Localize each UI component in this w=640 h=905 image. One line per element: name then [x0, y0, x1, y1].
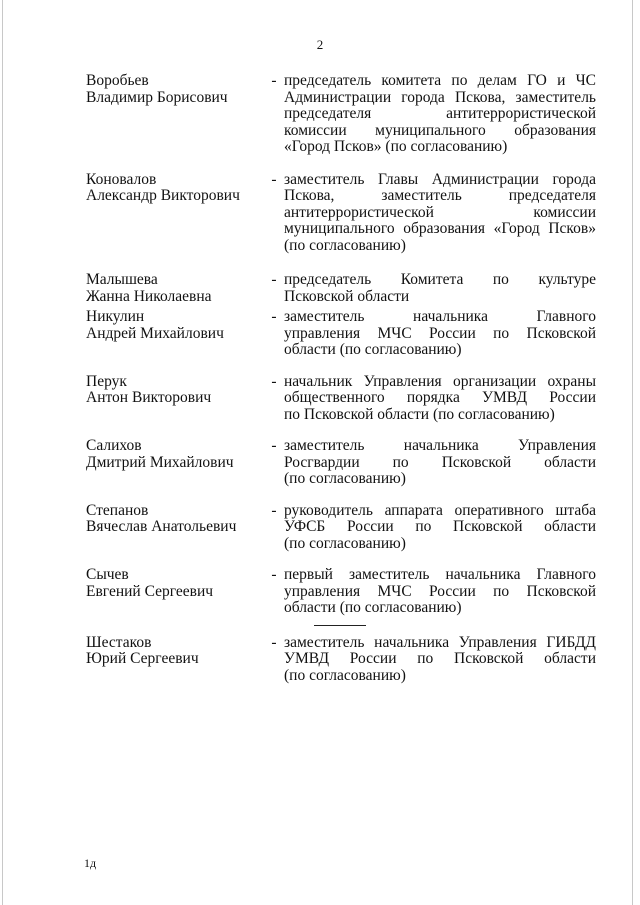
member-surname: Малышева: [86, 271, 158, 288]
position-line: области (по согласованию): [284, 341, 462, 358]
member-position: [284, 503, 596, 553]
member-name: [86, 73, 264, 106]
member-entry: [86, 272, 606, 305]
page-number: 2: [316, 37, 324, 52]
position-line: антитеррористической комиссии: [284, 203, 596, 221]
position-line: (по согласованию): [284, 534, 406, 552]
position-line: заместитель начальника Управления: [284, 437, 596, 454]
entry-dash: -: [271, 72, 277, 89]
position-line: комиссии муниципального образования: [284, 121, 596, 139]
member-name: [86, 272, 264, 305]
member-position: [284, 309, 596, 359]
member-surname: Салихов: [86, 437, 142, 454]
position-line: Псковской области: [284, 287, 410, 305]
position-line: муниципального образования «Город Псков»: [284, 220, 596, 237]
member-given-names: Антон Викторович: [86, 389, 212, 406]
member-given-names: Дмитрий Михайлович: [86, 453, 234, 471]
member-name: [86, 503, 264, 536]
entry-dash: -: [271, 566, 277, 583]
position-line: (по согласованию): [284, 470, 406, 487]
position-line: (по согласованию): [284, 236, 406, 254]
position-line: начальник Управления организации охраны: [284, 372, 596, 390]
entry-dash: -: [271, 372, 277, 390]
position-line: руководитель аппарата оперативного штаба: [284, 501, 596, 519]
position-line: председатель комитета по делам ГО и ЧС: [284, 72, 596, 89]
member-surname: Степанов: [86, 501, 149, 519]
member-entry: [86, 73, 606, 156]
member-given-names: Вячеслав Анатольевич: [86, 518, 237, 535]
position-line: УФСБ России по Псковской области: [284, 518, 596, 535]
entry-dash: -: [271, 271, 277, 288]
member-name: [86, 635, 264, 668]
member-entry: [86, 438, 606, 488]
scan-edge-right: [632, 0, 633, 905]
position-line: управления МЧС России по Псковской: [284, 324, 596, 342]
entry-dash: -: [271, 308, 277, 325]
position-line: области (по согласованию): [284, 599, 462, 616]
closing-separator-line: [314, 625, 366, 626]
position-line: Росгвардии по Псковской области: [284, 453, 596, 471]
position-line: по Псковской области (по согласованию): [284, 405, 555, 423]
position-line: заместитель Главы Администрации города: [284, 170, 596, 188]
member-name: [86, 309, 264, 342]
member-entry: [86, 172, 606, 255]
position-line: (по согласованию): [284, 666, 406, 684]
position-line: УМВД России по Псковской области: [284, 650, 596, 667]
member-surname: Перук: [86, 372, 127, 390]
position-line: «Город Псков» (по согласованию): [284, 138, 508, 155]
entry-dash: -: [271, 501, 277, 519]
member-entry: [86, 374, 606, 424]
member-entry: [86, 309, 606, 359]
member-given-names: Юрий Сергеевич: [86, 650, 199, 667]
member-position: [284, 438, 596, 488]
position-line: Пскова, заместитель председателя: [284, 187, 596, 204]
member-entry: [86, 567, 606, 617]
entry-dash: -: [271, 437, 277, 454]
member-given-names: Владимир Борисович: [86, 88, 228, 106]
member-entry: [86, 635, 606, 685]
member-given-names: Евгений Сергеевич: [86, 582, 214, 600]
member-position: [284, 635, 596, 685]
member-position: [284, 172, 596, 255]
position-line: управления МЧС России по Псковской: [284, 582, 596, 600]
member-given-names: Жанна Николаевна: [86, 287, 212, 305]
member-surname: Шестаков: [86, 633, 152, 651]
position-line: председатель Комитета по культуре: [284, 271, 596, 288]
member-entry: [86, 503, 606, 553]
position-line: общественного порядка УМВД России: [284, 389, 596, 406]
position-line: заместитель начальника Главного: [284, 308, 596, 325]
member-name: [86, 567, 264, 600]
member-surname: Никулин: [86, 308, 145, 325]
member-position: [284, 567, 596, 617]
position-line: председателя антитеррористической: [284, 105, 596, 122]
member-surname: Сычев: [86, 566, 129, 583]
member-position: [284, 272, 596, 305]
member-name: [86, 374, 264, 407]
member-surname: Воробьев: [86, 72, 149, 89]
entry-dash: -: [271, 170, 277, 188]
position-line: первый заместитель начальника Главного: [284, 566, 596, 583]
member-given-names: Андрей Михайлович: [86, 324, 224, 342]
position-line: заместитель начальника Управления ГИБДД: [284, 633, 596, 651]
member-position: [284, 374, 596, 424]
scan-edge-left: [2, 0, 3, 905]
member-name: [86, 438, 264, 471]
footer-mark: 1д: [84, 856, 97, 870]
member-name: [86, 172, 264, 205]
member-surname: Коновалов: [86, 170, 157, 188]
member-position: [284, 73, 596, 156]
entry-dash: -: [271, 633, 277, 651]
position-line: Администрации города Пскова, заместитель: [284, 88, 596, 106]
member-given-names: Александр Викторович: [86, 187, 240, 204]
member-list: [86, 58, 606, 684]
